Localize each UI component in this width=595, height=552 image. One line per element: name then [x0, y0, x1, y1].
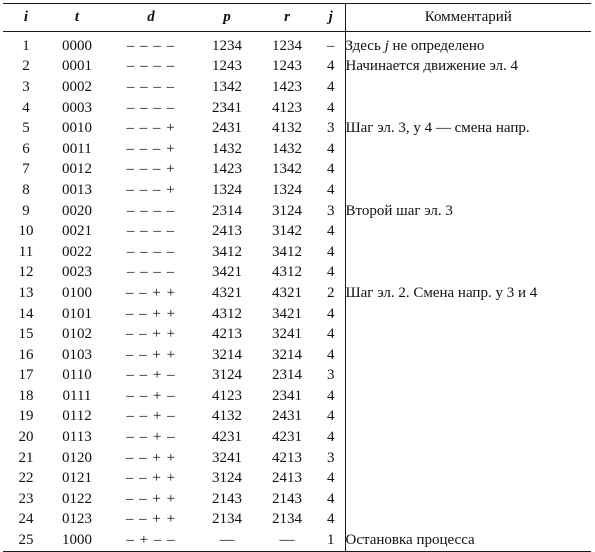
permutation-table	[3, 3, 591, 552]
row-index: 2	[22, 58, 30, 75]
row-d: – – – +	[126, 120, 176, 137]
row-d: – – + –	[126, 387, 176, 404]
row-t: 0100	[62, 284, 92, 301]
row-j: 4	[327, 408, 335, 425]
row-index: 4	[22, 99, 30, 116]
row-d: – + – –	[126, 532, 176, 549]
row-t: 0011	[62, 140, 92, 157]
comment-variable: j	[384, 37, 389, 54]
header-row	[3, 4, 591, 32]
row-p: 4312	[212, 305, 242, 322]
row-d: – – – +	[126, 161, 176, 178]
row-t: 0112	[62, 408, 92, 425]
row-comment	[345, 242, 591, 263]
row-j: 4	[327, 243, 335, 260]
row-p: 1342	[212, 78, 242, 95]
table-row	[3, 468, 591, 489]
row-j: 4	[327, 58, 335, 75]
row-d: – – + +	[125, 305, 177, 322]
row-index: 7	[22, 161, 30, 178]
row-r: —	[279, 532, 295, 549]
header-d: d	[105, 4, 197, 32]
table-row	[3, 386, 591, 407]
row-p: 3214	[212, 346, 242, 363]
row-comment	[345, 468, 591, 489]
row-index: 1	[22, 37, 30, 54]
row-comment	[345, 180, 591, 201]
row-d: – – – +	[126, 181, 176, 198]
row-r: 4231	[272, 429, 302, 446]
row-index: 17	[18, 367, 34, 384]
row-comment	[345, 386, 591, 407]
row-d: – – – –	[126, 99, 176, 116]
row-r: 2314	[272, 367, 302, 384]
header-r: r	[257, 4, 317, 32]
row-j: 4	[327, 490, 335, 507]
row-j: –	[327, 37, 335, 54]
row-index: 20	[18, 429, 34, 446]
row-j: 4	[327, 78, 335, 95]
row-index: 10	[18, 223, 34, 240]
row-t: 0000	[62, 37, 92, 54]
row-r: 1432	[272, 140, 302, 157]
row-r: 4213	[272, 449, 302, 466]
row-t: 0023	[62, 264, 92, 281]
row-index: 22	[18, 470, 34, 487]
table-body	[3, 32, 591, 552]
row-comment: Второй шаг эл. 3	[345, 201, 591, 222]
row-index: 9	[22, 202, 30, 219]
row-p: 2314	[212, 202, 242, 219]
row-comment	[345, 98, 591, 119]
row-j: 3	[327, 367, 335, 384]
row-p: 4213	[212, 326, 242, 343]
row-p: 2413	[212, 223, 242, 240]
row-index: 19	[18, 408, 34, 425]
row-r: 2134	[272, 511, 302, 528]
row-index: 11	[18, 243, 34, 260]
comment-text: Здесь	[345, 37, 385, 54]
row-index: 24	[18, 511, 34, 528]
row-r: 3214	[272, 346, 302, 363]
row-r: 2431	[272, 408, 302, 425]
row-r: 2143	[272, 490, 302, 507]
row-j: 4	[327, 161, 335, 178]
row-d: – – – –	[126, 243, 176, 260]
row-p: 4132	[212, 408, 242, 425]
row-d: – – + +	[125, 284, 177, 301]
table-row	[3, 510, 591, 531]
row-r: 3412	[272, 243, 302, 260]
row-index: 18	[18, 387, 34, 404]
row-j: 4	[327, 346, 335, 363]
row-j: 4	[327, 511, 335, 528]
row-d: – – – –	[126, 223, 176, 240]
row-j: 4	[327, 470, 335, 487]
table-row	[3, 345, 591, 366]
row-t: 0020	[62, 202, 92, 219]
row-j: 3	[327, 202, 335, 219]
row-index: 3	[22, 78, 30, 95]
row-index: 13	[18, 284, 34, 301]
table-row	[3, 489, 591, 510]
table-row	[3, 57, 591, 78]
row-t: 1000	[62, 532, 92, 549]
row-t: 0102	[62, 326, 92, 343]
row-p: —	[219, 532, 235, 549]
table-row	[3, 324, 591, 345]
row-index: 6	[22, 140, 30, 157]
row-d: – – + +	[125, 326, 177, 343]
row-j: 4	[327, 140, 335, 157]
row-comment	[345, 366, 591, 387]
row-d: – – – –	[126, 37, 176, 54]
row-d: – – + –	[126, 367, 176, 384]
row-r: 4321	[272, 284, 302, 301]
row-d: – – – +	[126, 140, 176, 157]
row-d: – – – –	[126, 58, 176, 75]
row-index: 14	[18, 305, 34, 322]
row-r: 2413	[272, 470, 302, 487]
row-t: 0021	[62, 223, 92, 240]
row-t: 0120	[62, 449, 92, 466]
row-d: – – + +	[125, 511, 177, 528]
row-t: 0002	[62, 78, 92, 95]
row-index: 21	[18, 449, 34, 466]
row-d: – – + +	[125, 490, 177, 507]
table-row	[3, 160, 591, 181]
row-p: 2134	[212, 511, 242, 528]
row-p: 1324	[212, 181, 242, 198]
row-comment	[345, 489, 591, 510]
row-t: 0012	[62, 161, 92, 178]
row-j: 1	[327, 532, 335, 549]
row-t: 0101	[62, 305, 92, 322]
row-r: 1423	[272, 78, 302, 95]
header-comment: Комментарий	[345, 4, 591, 32]
header-j: j	[317, 4, 345, 32]
row-comment	[345, 304, 591, 325]
row-comment: Начинается движение эл. 4	[345, 57, 591, 78]
row-r: 1324	[272, 181, 302, 198]
row-j: 4	[327, 429, 335, 446]
row-t: 0121	[62, 470, 92, 487]
table-row	[3, 427, 591, 448]
row-comment: Остановка процесса	[345, 530, 591, 551]
row-p: 3421	[212, 264, 242, 281]
row-t: 0122	[62, 490, 92, 507]
row-p: 3241	[212, 449, 242, 466]
row-comment: Шаг эл. 2. Смена напр. у 3 и 4	[345, 283, 591, 304]
row-d: – – – –	[126, 78, 176, 95]
row-d: – – + –	[126, 429, 176, 446]
header-i: i	[3, 4, 49, 32]
row-d: – – – –	[126, 202, 176, 219]
row-r: 4132	[272, 120, 302, 137]
comment-text: не определено	[388, 37, 485, 54]
row-r: 1342	[272, 161, 302, 178]
row-p: 4123	[212, 387, 242, 404]
row-comment	[345, 510, 591, 531]
table-row	[3, 77, 591, 98]
table-row	[3, 283, 591, 304]
row-j: 4	[327, 326, 335, 343]
row-j: 3	[327, 449, 335, 466]
row-t: 0123	[62, 511, 92, 528]
row-comment	[345, 263, 591, 284]
row-r: 3142	[272, 223, 302, 240]
row-p: 2143	[212, 490, 242, 507]
row-r: 3241	[272, 326, 302, 343]
table-row	[3, 98, 591, 119]
row-t: 0022	[62, 243, 92, 260]
row-j: 4	[327, 223, 335, 240]
row-comment	[345, 324, 591, 345]
row-comment: Шаг эл. 3, у 4 — смена напр.	[345, 118, 591, 139]
table-row	[3, 139, 591, 160]
row-p: 2341	[212, 99, 242, 116]
row-r: 3124	[272, 202, 302, 219]
row-index: 16	[18, 346, 34, 363]
row-t: 0111	[62, 387, 92, 404]
header-t: t	[49, 4, 105, 32]
row-p: 4321	[212, 284, 242, 301]
row-r: 2341	[272, 387, 302, 404]
row-j: 4	[327, 264, 335, 281]
row-comment	[345, 427, 591, 448]
table-row	[3, 201, 591, 222]
row-comment	[345, 32, 591, 57]
row-j: 2	[327, 284, 335, 301]
row-comment	[345, 77, 591, 98]
row-comment	[345, 407, 591, 428]
header-p: p	[197, 4, 257, 32]
row-t: 0113	[62, 429, 92, 446]
row-index: 25	[18, 532, 34, 549]
row-j: 4	[327, 181, 335, 198]
row-p: 3124	[212, 367, 242, 384]
row-r: 1234	[272, 37, 302, 54]
row-comment	[345, 160, 591, 181]
row-index: 5	[22, 120, 30, 137]
row-p: 1243	[212, 58, 242, 75]
row-p: 1423	[212, 161, 242, 178]
row-index: 15	[18, 326, 34, 343]
row-r: 4123	[272, 99, 302, 116]
row-t: 0013	[62, 181, 92, 198]
table-row	[3, 180, 591, 201]
row-p: 1432	[212, 140, 242, 157]
row-index: 8	[22, 181, 30, 198]
row-t: 0103	[62, 346, 92, 363]
row-p: 4231	[212, 429, 242, 446]
row-j: 4	[327, 387, 335, 404]
row-r: 1243	[272, 58, 302, 75]
table-row	[3, 366, 591, 387]
row-d: – – + +	[125, 470, 177, 487]
table-row	[3, 407, 591, 428]
table-row	[3, 242, 591, 263]
row-j: 4	[327, 305, 335, 322]
table-row	[3, 263, 591, 284]
row-t: 0001	[62, 58, 92, 75]
table-row	[3, 32, 591, 57]
row-r: 3421	[272, 305, 302, 322]
row-p: 3412	[212, 243, 242, 260]
row-j: 3	[327, 120, 335, 137]
row-index: 23	[18, 490, 34, 507]
row-t: 0110	[62, 367, 92, 384]
table-row	[3, 118, 591, 139]
row-p: 2431	[212, 120, 242, 137]
row-p: 1234	[212, 37, 242, 54]
row-r: 4312	[272, 264, 302, 281]
row-t: 0003	[62, 99, 92, 116]
row-d: – – + –	[126, 408, 176, 425]
table-row	[3, 530, 591, 551]
table-row	[3, 448, 591, 469]
row-d: – – – –	[126, 264, 176, 281]
row-d: – – + +	[125, 449, 177, 466]
row-comment	[345, 139, 591, 160]
table-row	[3, 304, 591, 325]
row-d: – – + +	[125, 346, 177, 363]
row-j: 4	[327, 99, 335, 116]
row-comment	[345, 448, 591, 469]
row-p: 3124	[212, 470, 242, 487]
table-row	[3, 221, 591, 242]
row-comment	[345, 221, 591, 242]
row-comment	[345, 345, 591, 366]
row-index: 12	[18, 264, 34, 281]
row-t: 0010	[62, 120, 92, 137]
